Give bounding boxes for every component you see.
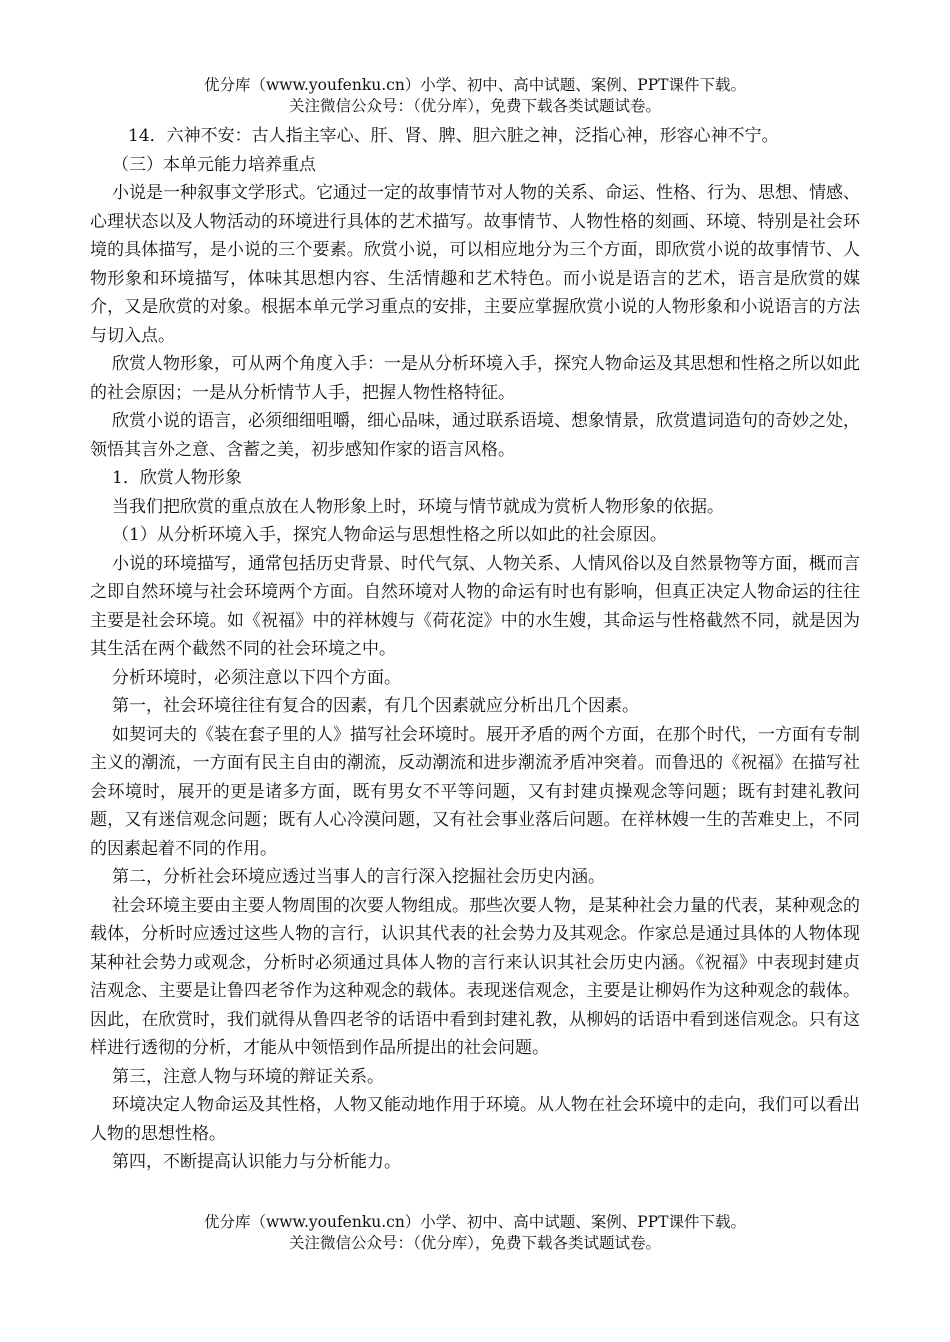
paragraph: （三）本单元能力培养重点 (112, 154, 316, 175)
paragraph: 1．欣赏人物形象 (112, 468, 242, 488)
page-header (0, 0, 950, 117)
paragraph: 如契诃夫的《装在套子里的人》描写社会环境时。展开矛盾的两个方面，在那个时代，一方面有专制主义的潮流，一方面有民主自由的潮流，反动潮流和进步潮流矛盾冲突着。而鲁迅的《祝福》在描写社会环境时，展开的更是诸多方面，既有男女不平等问题，又有封建贞操观念等问题；既有封建礼教问题，又有迷信观念问题；既有人心冷漠问题，又有社会事业落后问题。在祥林嫂一生的苦难史上，不同的因素起着不同的作用。 (90, 724, 860, 859)
header-line-1: 优分库（www.youfenku.cn）小学、初中、高中试题、案例、PPT课件下载。 (203, 76, 747, 94)
paragraph: （1）从分析环境入手，探究人物命运与思想性格之所以如此的社会原因。 (112, 525, 667, 545)
footer-line-2: 关注微信公众号：（优分库），免费下载各类试题试卷。 (288, 1234, 661, 1252)
paragraph: 环境决定人物命运及其性格，人物又能动地作用于环境。从人物在社会环境中的走向，我们可以看出人物的思想性格。 (90, 1095, 860, 1144)
paragraph: 第二，分析社会环境应透过当事人的言行深入挖掘社会历史内涵。 (112, 867, 605, 887)
paragraph: 小说的环境描写，通常包括历史背景、时代气氛、人物关系、人情风俗以及自然景物等方面，概而言之即自然环境与社会环境两个方面。自然环境对人物的命运有时也有影响，但真正决定人物命运的往往主要是社会环境。如《祝福》中的祥林嫂与《荷花淀》中的水生嫂，其命运与性格截然不同，就是因为其生活在两个截然不同的社会环境之中。 (90, 553, 860, 659)
page-footer (60, 1212, 890, 1254)
paragraph: 第一，社会环境往往有复合的因素，有几个因素就应分析出几个因素。 (112, 696, 639, 716)
paragraph: 欣赏人物形象，可从两个角度入手：一是从分析环境入手，探究人物命运及其思想和性格之所以如此的社会原因；一是从分析情节人手，把握人物性格特征。 (90, 354, 860, 403)
paragraph: 社会环境主要由主要人物周围的次要人物组成。那些次要人物，是某种社会力量的代表，某种观念的载体，分析时应透过这些人物的言行，认识其代表的社会势力及其观念。作家总是通过具体的人物体现某种社会势力或观念，分析时必须通过具体人物的言行来认识其社会历史内涵。《祝福》中表现封建贞洁观念、主要是让鲁四老爷作为这种观念的载体。表现迷信观念，主要是让柳妈作为这种观念的载体。因此，在欣赏时，我们就得从鲁四老爷的话语中看到封建礼教，从柳妈的话语中看到迷信观念。只有这样进行透彻的分析，才能从中领悟到作品所提出的社会问题。 (90, 895, 860, 1058)
paragraph: 分析环境时，必须注意以下四个方面。 (112, 667, 401, 688)
paragraph: 当我们把欣赏的重点放在人物形象上时，环境与情节就成为赏析人物形象的依据。 (112, 496, 724, 517)
header-line-2: 关注微信公众号：（优分库），免费下载各类试题试卷。 (288, 97, 661, 115)
paragraph: 欣赏小说的语言，必须细细咀嚼，细心品味，通过联系语境、想象情景，欣赏遣词造句的奇妙之处，领悟其言外之意、含蓄之美，初步感知作家的语言风格。 (90, 411, 860, 460)
footer-line-1: 优分库（www.youfenku.cn）小学、初中、高中试题、案例、PPT课件下载。 (203, 1213, 747, 1231)
paragraph: 14．六神不安：古人指主宰心、肝、肾、脾、胆六脏之神，泛指心神，形容心神不宁。 (128, 126, 779, 146)
paragraph: 第四，不断提高认识能力与分析能力。 (112, 1152, 401, 1172)
document-body (90, 122, 860, 1177)
paragraph: 小说是一种叙事文学形式。它通过一定的故事情节对人物的关系、命运、性格、行为、思想、情感、心理状态以及人物活动的环境进行具体的艺术描写。故事情节、人物性格的刻画、环境、特别是社会环境的具体描写，是小说的三个要素。欣赏小说，可以相应地分为三个方面，即欣赏小说的故事情节、人物形象和环境描写，体味其思想内容、生活情趣和艺术特色。而小说是语言的艺术，语言是欣赏的媒介，又是欣赏的对象。根据本单元学习重点的安排，主要应掌握欣赏小说的人物形象和小说语言的方法与切入点。 (90, 183, 860, 346)
paragraph: 第三，注意人物与环境的辩证关系。 (112, 1066, 384, 1087)
